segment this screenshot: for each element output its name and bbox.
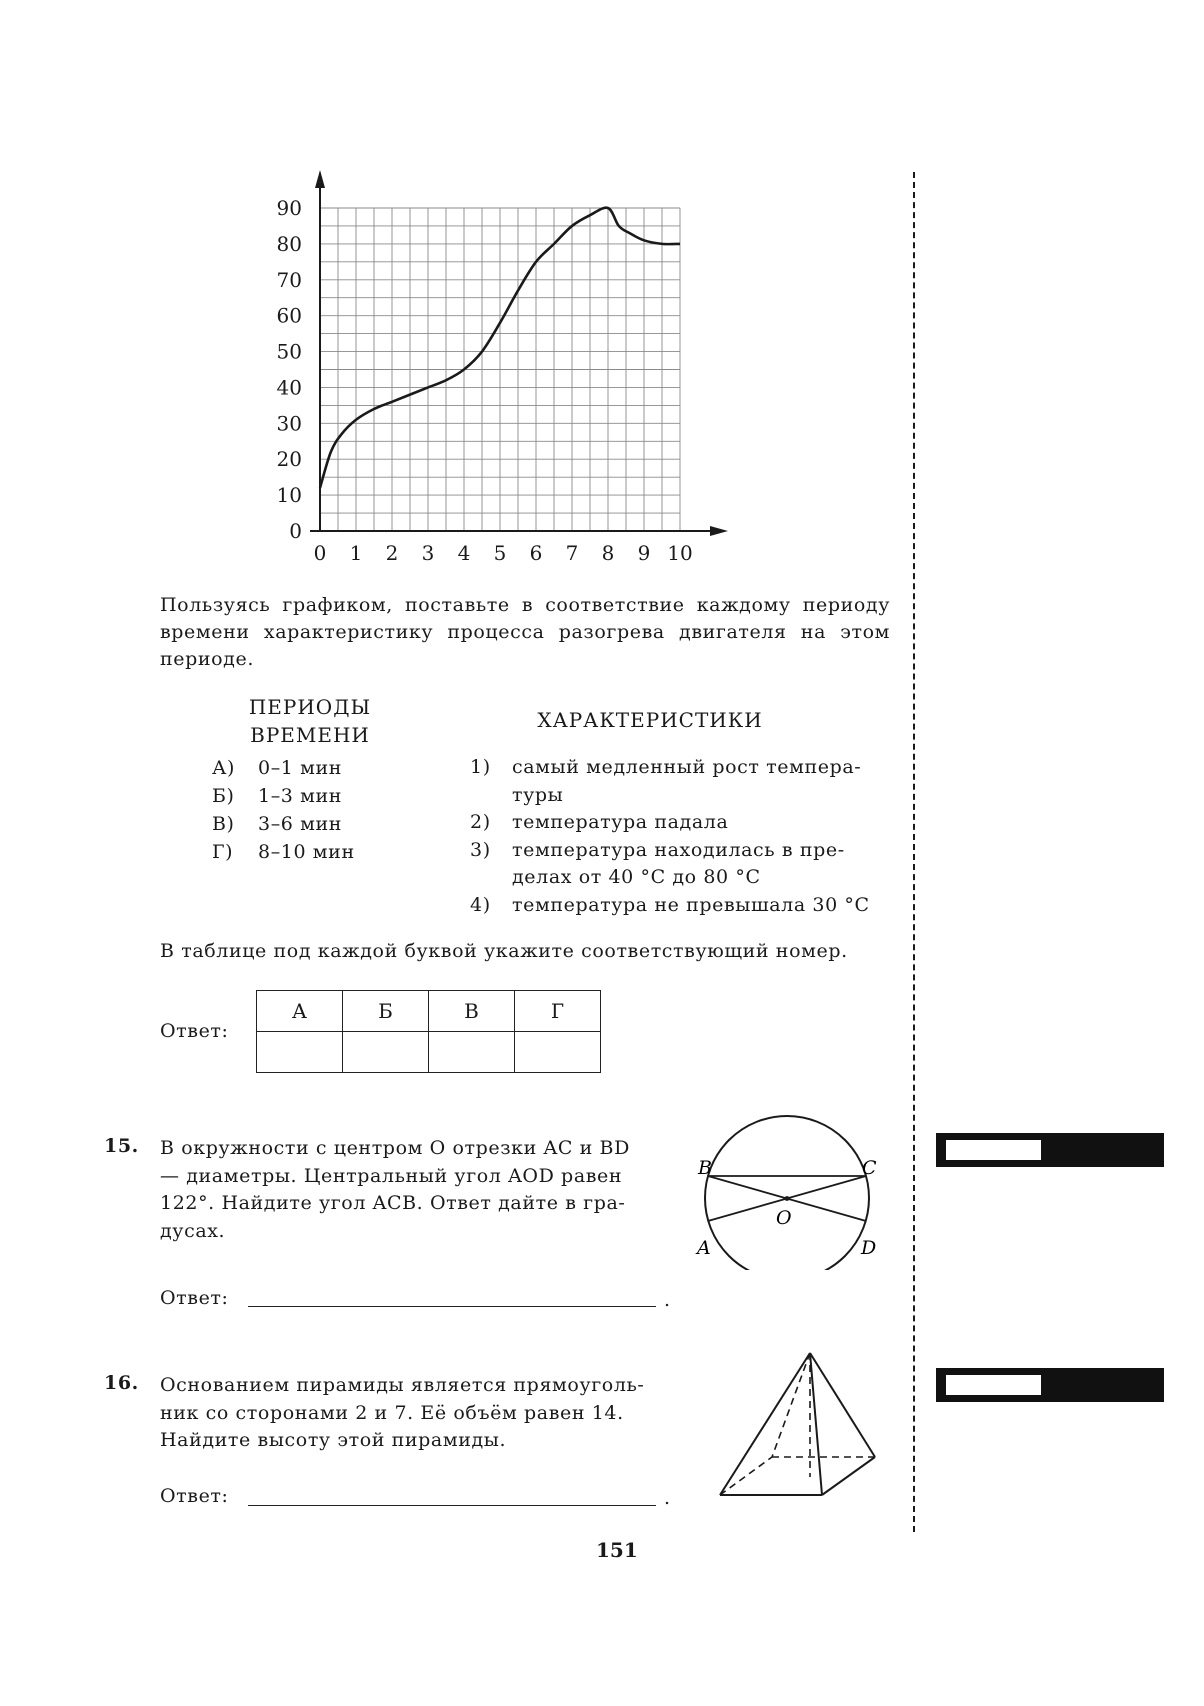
x-tick-label: 8 [601, 541, 615, 565]
edge-apex-b [810, 1353, 822, 1495]
task15-line: 122°. Найдите угол ACB. Ответ дайте в гра- [160, 1192, 626, 1214]
characteristic-item-cont: делах от 40 °С до 80 °С [512, 866, 761, 888]
task16-answer-label: Ответ: [160, 1485, 229, 1507]
task15-text [160, 1135, 660, 1245]
answer-box-15 [936, 1133, 1164, 1167]
answer-slot-16[interactable] [946, 1375, 1041, 1395]
characteristics-header: ХАРАКТЕРИСТИКИ [537, 708, 763, 732]
task14-instruction: В таблице под каждой буквой укажите соответствующий номер. [160, 940, 848, 962]
x-tick-label: 5 [493, 541, 507, 565]
y-tick-label: 0 [289, 519, 302, 543]
x-tick-label: 6 [529, 541, 543, 565]
label-a: A [697, 1237, 711, 1259]
characteristic-item-cont: туры [512, 783, 564, 806]
answer-header-g: Г [515, 991, 601, 1032]
y-tick-label: 30 [276, 411, 302, 436]
label-o: O [776, 1207, 792, 1229]
hidden-base-left [720, 1457, 772, 1495]
x-tick-label: 9 [637, 541, 651, 565]
y-tick-label: 50 [276, 339, 302, 364]
chart-grid [320, 208, 680, 531]
period-item: А) 0–1 мин [212, 757, 343, 779]
answer-table [256, 990, 601, 1073]
y-tick-label: 20 [276, 447, 302, 472]
pyramid-figure [710, 1345, 890, 1505]
answer-cell-b[interactable] [343, 1032, 429, 1073]
base-right [822, 1457, 875, 1495]
task16-answer-line[interactable] [248, 1505, 656, 1506]
task16-line: ник со сторонами 2 и 7. Её объём равен 14. [160, 1401, 624, 1424]
edge-apex-a [720, 1353, 810, 1495]
x-tick-label: 0 [313, 541, 327, 565]
x-tick-label: 4 [457, 541, 471, 565]
task14-answer-label: Ответ: [160, 1020, 229, 1042]
task15-line: — диаметры. Центральный угол AOD равен [160, 1164, 623, 1187]
x-tick-labels [314, 541, 693, 565]
cut-line [913, 172, 915, 1532]
y-tick-label: 40 [276, 375, 302, 400]
answer-cell-a[interactable] [257, 1032, 343, 1073]
x-tick-label: 10 [667, 541, 693, 565]
period-item: В) 3–6 мин [212, 813, 343, 835]
y-axis-arrow [315, 170, 325, 188]
x-tick-label: 7 [565, 541, 579, 565]
answer-box-16 [936, 1368, 1164, 1402]
answer-header-b: Б [343, 991, 429, 1032]
label-c: C [862, 1157, 877, 1179]
characteristics-list [470, 754, 890, 919]
y-tick-label: 10 [276, 483, 302, 508]
periods-header-line2: ВРЕМЕНИ [250, 723, 370, 747]
task15-answer-label: Ответ: [160, 1287, 229, 1309]
label-d: D [861, 1237, 877, 1259]
answer-cell-g[interactable] [515, 1032, 601, 1073]
edge-apex-c [810, 1353, 875, 1457]
characteristic-item: 3) температура находилась в пре- [470, 838, 845, 861]
task15-number: 15. [104, 1135, 139, 1157]
x-tick-label: 1 [349, 541, 363, 565]
characteristic-item: 1) самый медленный рост темпера- [470, 756, 862, 778]
task16-line: Найдите высоту этой пирамиды. [160, 1429, 507, 1451]
task16-line: Основанием пирамиды является прямоуголь- [160, 1374, 645, 1396]
y-tick-label: 60 [276, 303, 302, 328]
answer-header-a: А [257, 991, 343, 1032]
periods-list [212, 754, 355, 866]
answer-cell-v[interactable] [429, 1032, 515, 1073]
y-tick-label: 90 [276, 196, 302, 220]
y-tick-labels [277, 196, 302, 543]
center-point [785, 1196, 790, 1201]
task15-line: В окружности с центром O отрезки AC и BD [160, 1137, 630, 1159]
x-tick-label: 3 [421, 541, 435, 565]
periods-header [220, 693, 400, 749]
task16-number: 16. [104, 1372, 139, 1394]
chart-axes [310, 170, 728, 536]
task16-answer-dot: . [664, 1487, 671, 1509]
task15-answer-line[interactable] [248, 1306, 656, 1307]
label-b: B [698, 1157, 712, 1179]
circle-figure [690, 1110, 890, 1270]
y-tick-label: 80 [276, 231, 302, 256]
x-tick-label: 2 [385, 541, 399, 565]
periods-header-line1: ПЕРИОДЫ [248, 695, 372, 719]
temperature-chart [250, 168, 730, 578]
characteristic-item: 4) температура не превышала 30 °С [470, 893, 870, 916]
answer-slot-15[interactable] [946, 1140, 1041, 1160]
circle-shape [705, 1116, 869, 1270]
task15-line: дусах. [160, 1219, 226, 1242]
answer-header-v: В [429, 991, 515, 1032]
x-axis-arrow [710, 526, 728, 536]
period-item: Г) 8–10 мин [212, 841, 355, 863]
period-item: Б) 1–3 мин [212, 785, 343, 807]
page-number: 151 [596, 1538, 638, 1562]
y-tick-label: 70 [276, 267, 302, 292]
task16-text [160, 1372, 660, 1455]
task15-answer-dot: . [664, 1289, 671, 1311]
characteristic-item: 2) температура падала [470, 811, 729, 833]
task14-intro: Пользуясь графиком, поставьте в соответствие каждому периоду времени характеристику процесса разогрева двигателя на этом периоде. [160, 594, 890, 670]
